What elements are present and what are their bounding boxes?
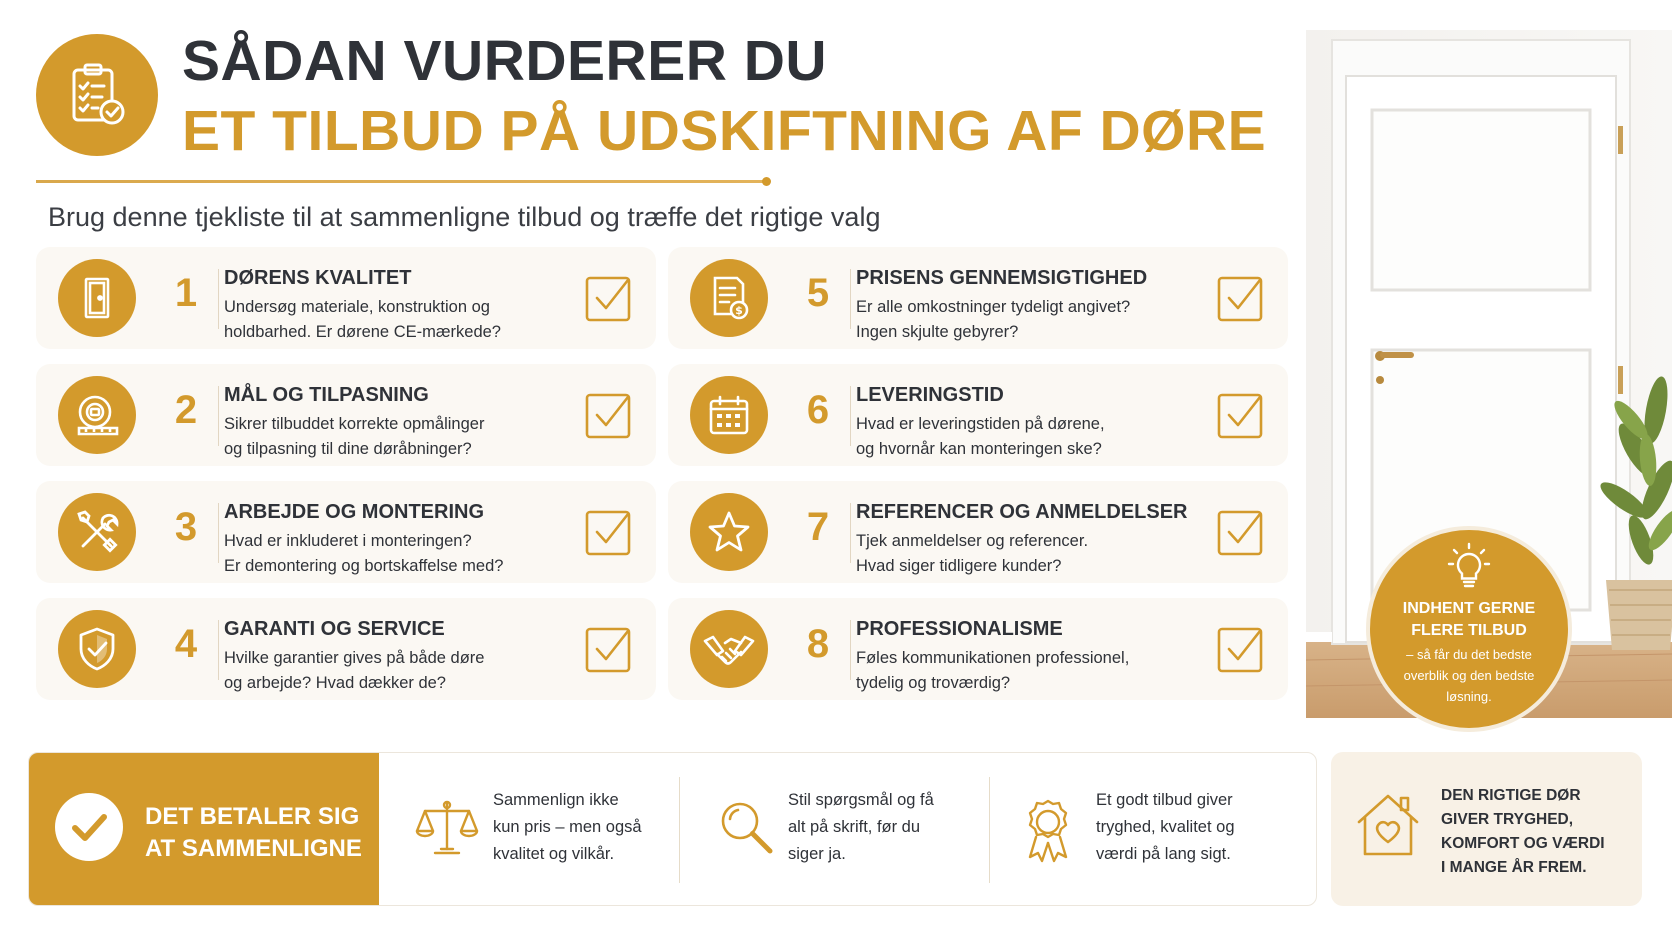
banner-item-questions bbox=[680, 753, 980, 906]
checklist-description: Tjek anmeldelser og referencer. Hvad siger tidligere kunder? bbox=[856, 532, 1089, 575]
divider bbox=[218, 620, 219, 680]
checklist-title: GARANTI OG SERVICE bbox=[224, 618, 445, 640]
checklist-item-6 bbox=[668, 364, 1288, 466]
divider bbox=[218, 503, 219, 563]
checklist-number: 2 bbox=[174, 388, 198, 432]
tip-title: INDHENT GERNE FLERE TILBUD bbox=[1402, 600, 1536, 639]
checkbox-checked-icon[interactable] bbox=[584, 273, 634, 323]
checkbox-checked-icon[interactable] bbox=[1216, 624, 1266, 674]
checkbox-checked-icon[interactable] bbox=[584, 507, 634, 557]
award-ribbon-icon bbox=[1020, 797, 1076, 863]
checklist-description: Sikrer tilbuddet korrekte opmålinger og tilpasning til dine døråbninger? bbox=[224, 415, 485, 458]
divider bbox=[850, 269, 851, 329]
checkbox-checked-icon[interactable] bbox=[584, 624, 634, 674]
checklist-item-4 bbox=[36, 598, 656, 700]
title-divider bbox=[36, 180, 766, 183]
checklist-title: PROFESSIONALISME bbox=[856, 618, 1063, 640]
magnifier-icon bbox=[716, 797, 776, 857]
checklist-number: 6 bbox=[806, 388, 830, 432]
checklist-description: Hvad er inkluderet i monteringen? Er demontering og bortskaffelse med? bbox=[224, 532, 504, 575]
banner-item-text: Et godt tilbud giver tryghed, kvalitet og værdi på lang sigt. bbox=[1096, 791, 1235, 863]
checklist-description: Hvilke garantier gives på både døre og arbejde? Hvad dækker de? bbox=[224, 649, 485, 692]
checklist-item-3 bbox=[36, 481, 656, 583]
checklist-item-5 bbox=[668, 247, 1288, 349]
calendar-icon bbox=[690, 376, 768, 454]
checklist-title: PRISENS GENNEMSIGTIGHED bbox=[856, 267, 1148, 289]
banner-highlight bbox=[29, 753, 379, 906]
title-divider-dot bbox=[762, 177, 771, 186]
divider bbox=[850, 620, 851, 680]
side-message-box bbox=[1331, 752, 1642, 906]
divider bbox=[218, 269, 219, 329]
banner-item-compare bbox=[379, 753, 679, 906]
checklist-number: 1 bbox=[174, 271, 198, 315]
svg-text:$: $ bbox=[735, 304, 743, 317]
checklist-item-8 bbox=[668, 598, 1288, 700]
divider bbox=[850, 503, 851, 563]
clipboard-checklist-icon bbox=[36, 34, 158, 156]
checkbox-checked-icon[interactable] bbox=[584, 390, 634, 440]
tools-icon bbox=[58, 493, 136, 571]
bottom-banner bbox=[28, 752, 1317, 906]
checklist-number: 5 bbox=[806, 271, 830, 315]
page-title-line1: SÅDAN VURDERER DU bbox=[182, 29, 828, 93]
door-icon bbox=[58, 259, 136, 337]
checklist-description: Hvad er leveringstiden på dørene, og hvornår kan monteringen ske? bbox=[856, 415, 1105, 458]
checklist-item-2 bbox=[36, 364, 656, 466]
banner-item-value bbox=[990, 753, 1310, 906]
checklist-number: 3 bbox=[174, 505, 198, 549]
checkbox-checked-icon[interactable] bbox=[1216, 273, 1266, 323]
checklist-description: Føles kommunikationen professionel, tydelig og troværdig? bbox=[856, 649, 1130, 692]
scales-icon bbox=[415, 797, 479, 859]
side-message: DEN RIGTIGE DØR GIVER TRYGHED, KOMFORT OG VÆRDI I MANGE ÅR FREM. bbox=[1441, 787, 1605, 876]
handshake-icon bbox=[690, 610, 768, 688]
checklist-title: MÅL OG TILPASNING bbox=[224, 384, 429, 406]
house-heart-icon bbox=[1355, 790, 1421, 860]
tip-text: – så får du det bedste overblik og den bedste løsning. bbox=[1403, 647, 1535, 704]
checklist-number: 8 bbox=[806, 622, 830, 666]
divider bbox=[218, 386, 219, 446]
checklist-item-1 bbox=[36, 247, 656, 349]
checklist-number: 7 bbox=[806, 505, 830, 549]
check-circle-icon bbox=[55, 793, 123, 861]
banner-title: DET BETALER SIG AT SAMMENLIGNE bbox=[145, 803, 362, 862]
checklist-title: ARBEJDE OG MONTERING bbox=[224, 501, 485, 523]
checklist-title: DØRENS KVALITET bbox=[224, 267, 412, 289]
page-title-line2: ET TILBUD PÅ UDSKIFTNING AF DØRE bbox=[182, 99, 1267, 163]
checkbox-checked-icon[interactable] bbox=[1216, 390, 1266, 440]
page-subtitle: Brug denne tjekliste til at sammenligne tilbud og træffe det rigtige valg bbox=[48, 202, 881, 232]
tape-measure-icon bbox=[58, 376, 136, 454]
checklist-description: Undersøg materiale, konstruktion og holdbarhed. Er dørene CE-mærkede? bbox=[224, 298, 501, 341]
checklist-number: 4 bbox=[174, 622, 198, 666]
star-icon bbox=[690, 493, 768, 571]
tip-badge bbox=[1366, 526, 1572, 732]
invoice-icon bbox=[690, 259, 768, 337]
checklist-title: REFERENCER OG ANMELDELSER bbox=[856, 501, 1188, 523]
checkbox-checked-icon[interactable] bbox=[1216, 507, 1266, 557]
banner-item-text: Stil spørgsmål og få alt på skrift, før du siger ja. bbox=[788, 791, 934, 863]
divider bbox=[850, 386, 851, 446]
checklist-description: Er alle omkostninger tydeligt angivet? Ingen skjulte gebyrer? bbox=[856, 298, 1131, 341]
checklist-item-7 bbox=[668, 481, 1288, 583]
checklist-title: LEVERINGSTID bbox=[856, 384, 1004, 406]
banner-item-text: Sammenlign ikke kun pris – men også kvalitet og vilkår. bbox=[493, 791, 642, 863]
shield-check-icon bbox=[58, 610, 136, 688]
lightbulb-icon bbox=[1446, 542, 1492, 590]
